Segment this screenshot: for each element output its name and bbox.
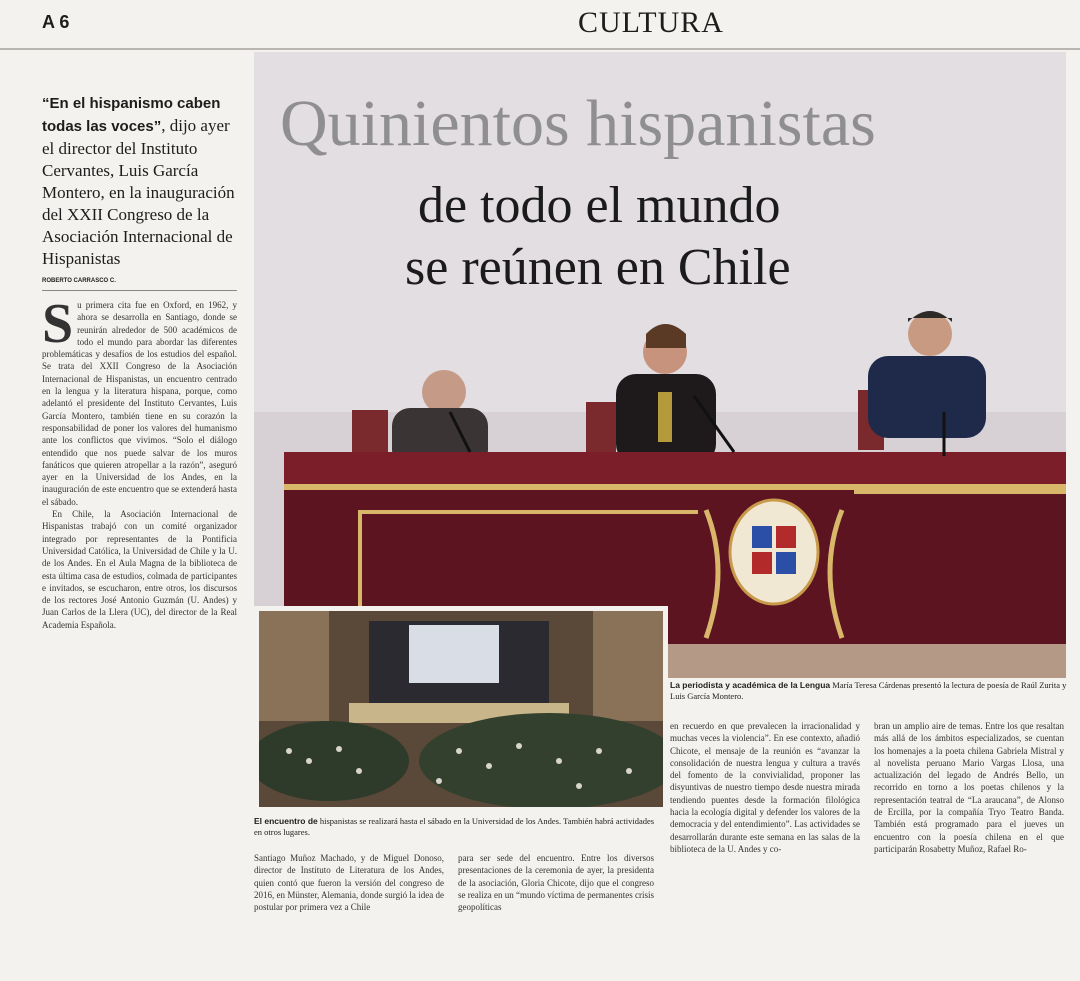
body-paragraph-1-text: u primera cita fue en Oxford, en 1962, y ahora se desarrolla en Santiago, donde se reunirán alrededor de 500 académicos de todo el mundo para abordar las diferentes problemáticas y desafíos de los estudios del español. Se trata del XXII Congreso de la Asociación Internacional de Hispanistas, un encuentro centrado en la lengua y la literatura hispana, porque, como adelantó el presidente del Instituto Cervantes, Luis García Montero, también tiene en su corazón la responsabilidad de poner los valores del humanismo ante los conflictos que vivimos. “Solo el diálogo entendido que nos puede salvar de los muros fanáticos que quieren atropellar a la razón”, aseguró ayer en la Universidad de los Andes, en la inauguración de este encuentro que se extenderá hasta el sábado. (42, 300, 237, 507)
section-title: CULTURA (578, 6, 724, 39)
headline-line-3: se reúnen en Chile (405, 239, 791, 296)
lead-quote: “En el hispanismo caben todas las voces” (42, 95, 221, 135)
auditorium-photo (254, 606, 668, 812)
lead-rest: , dijo ayer el director del Instituto Cervantes, Luis García Montero, en la inauguración del XXII Congreso de la Asociación Internacional de Hispanistas (42, 116, 235, 268)
inset-caption-lead: El encuentro de (254, 816, 318, 826)
main-caption-lead: La periodista y académica de la Lengua (670, 680, 831, 690)
inset-photo-caption (254, 816, 662, 838)
main-caption-rest: María Teresa Cárdenas presentó la lectura de poesía de Raúl Zurita y Luis García Montero. (670, 680, 1067, 701)
column-4: para ser sede del encuentro. Entre los diversos presentaciones de la ceremonia de ayer, la presidenta de la asociación, Gloria Chicote, dijo que el congreso se realiza en un “mundo víctima de permanentes crisis geopolíticas (458, 853, 654, 913)
headline-line-1: Quinientos hispanistas (280, 87, 876, 160)
page-number: A 6 (42, 12, 70, 32)
lead-column (42, 92, 237, 631)
dropcap: S (42, 293, 74, 355)
column-6: bran un amplio aire de temas. Entre los que resaltan más allá de los ámbitos especializados, se cuentan los homenajes a la poeta chilena Gabriela Mistral y al novelista peruano Mario Vargas Llosa, una actualización del legado de Andrés Bello, un recorrido en torno a los poetas chilenos y la representación teatral de “La araucana”, de Alonso de Ercilla, por la compañía Tryo Teatro Banda. También está programado para el jueves un encuentro con la poesía chilena en el que participarán Rosabetty Muñoz, Rafael Ro- (874, 721, 1064, 854)
column-5: en recuerdo en que prevalecen la irracionalidad y muchas veces la violencia”. En ese contexto, añadió Chicote, el mensaje de la reunión es “avanzar la consolidación de nuestra lengua y cultura a través del fomento de la convivialidad, proponer las disyuntivas de nuestro tiempo desde nuestra mirada tendiendo puentes desde la formación filológica hacia la ecología digital y defender los valores de la democracia y del entendimiento”. Las actividades se desarrollarán durante este semana en las salas de la biblioteca de la U. Andes y co- (670, 721, 860, 854)
inset-caption-rest: hispanistas se realizará hasta el sábado en la Universidad de los Andes. También habrá actividades en otros lugares. (254, 816, 655, 837)
body-paragraph-2: En Chile, la Asociación Internacional de Hispanistas trabajó con un comité organizador integrado por representantes de la Pontificia Universidad Católica, la Universidad de Chile y la U. de los Andes. En el Aula Magna de la biblioteca de esta última casa de estudios, colmada de participantes e invitados, se escucharon, entre otros, los discursos de los rectores José Antonio Guzmán (U. Andes) y Juan Carlos de la Llera (UC), del director de la Real Academia Española. (42, 509, 237, 630)
column-3: Santiago Muñoz Machado, y de Miguel Donoso, director de Instituto de Literatura de los Andes, quien contó que fueron la versión del congreso de 2016, en Münster, Alemania, donde surgió la idea de postular por primera vez a Chile (254, 853, 444, 913)
byline: ROBERTO CARRASCO C. (42, 278, 237, 291)
page-header (0, 0, 1080, 50)
lead-paragraph (42, 92, 237, 270)
body-paragraph-1 (42, 293, 237, 508)
main-photo-caption (670, 680, 1070, 702)
headline-line-2: de todo el mundo (418, 177, 781, 234)
auditorium-scene (259, 611, 663, 807)
